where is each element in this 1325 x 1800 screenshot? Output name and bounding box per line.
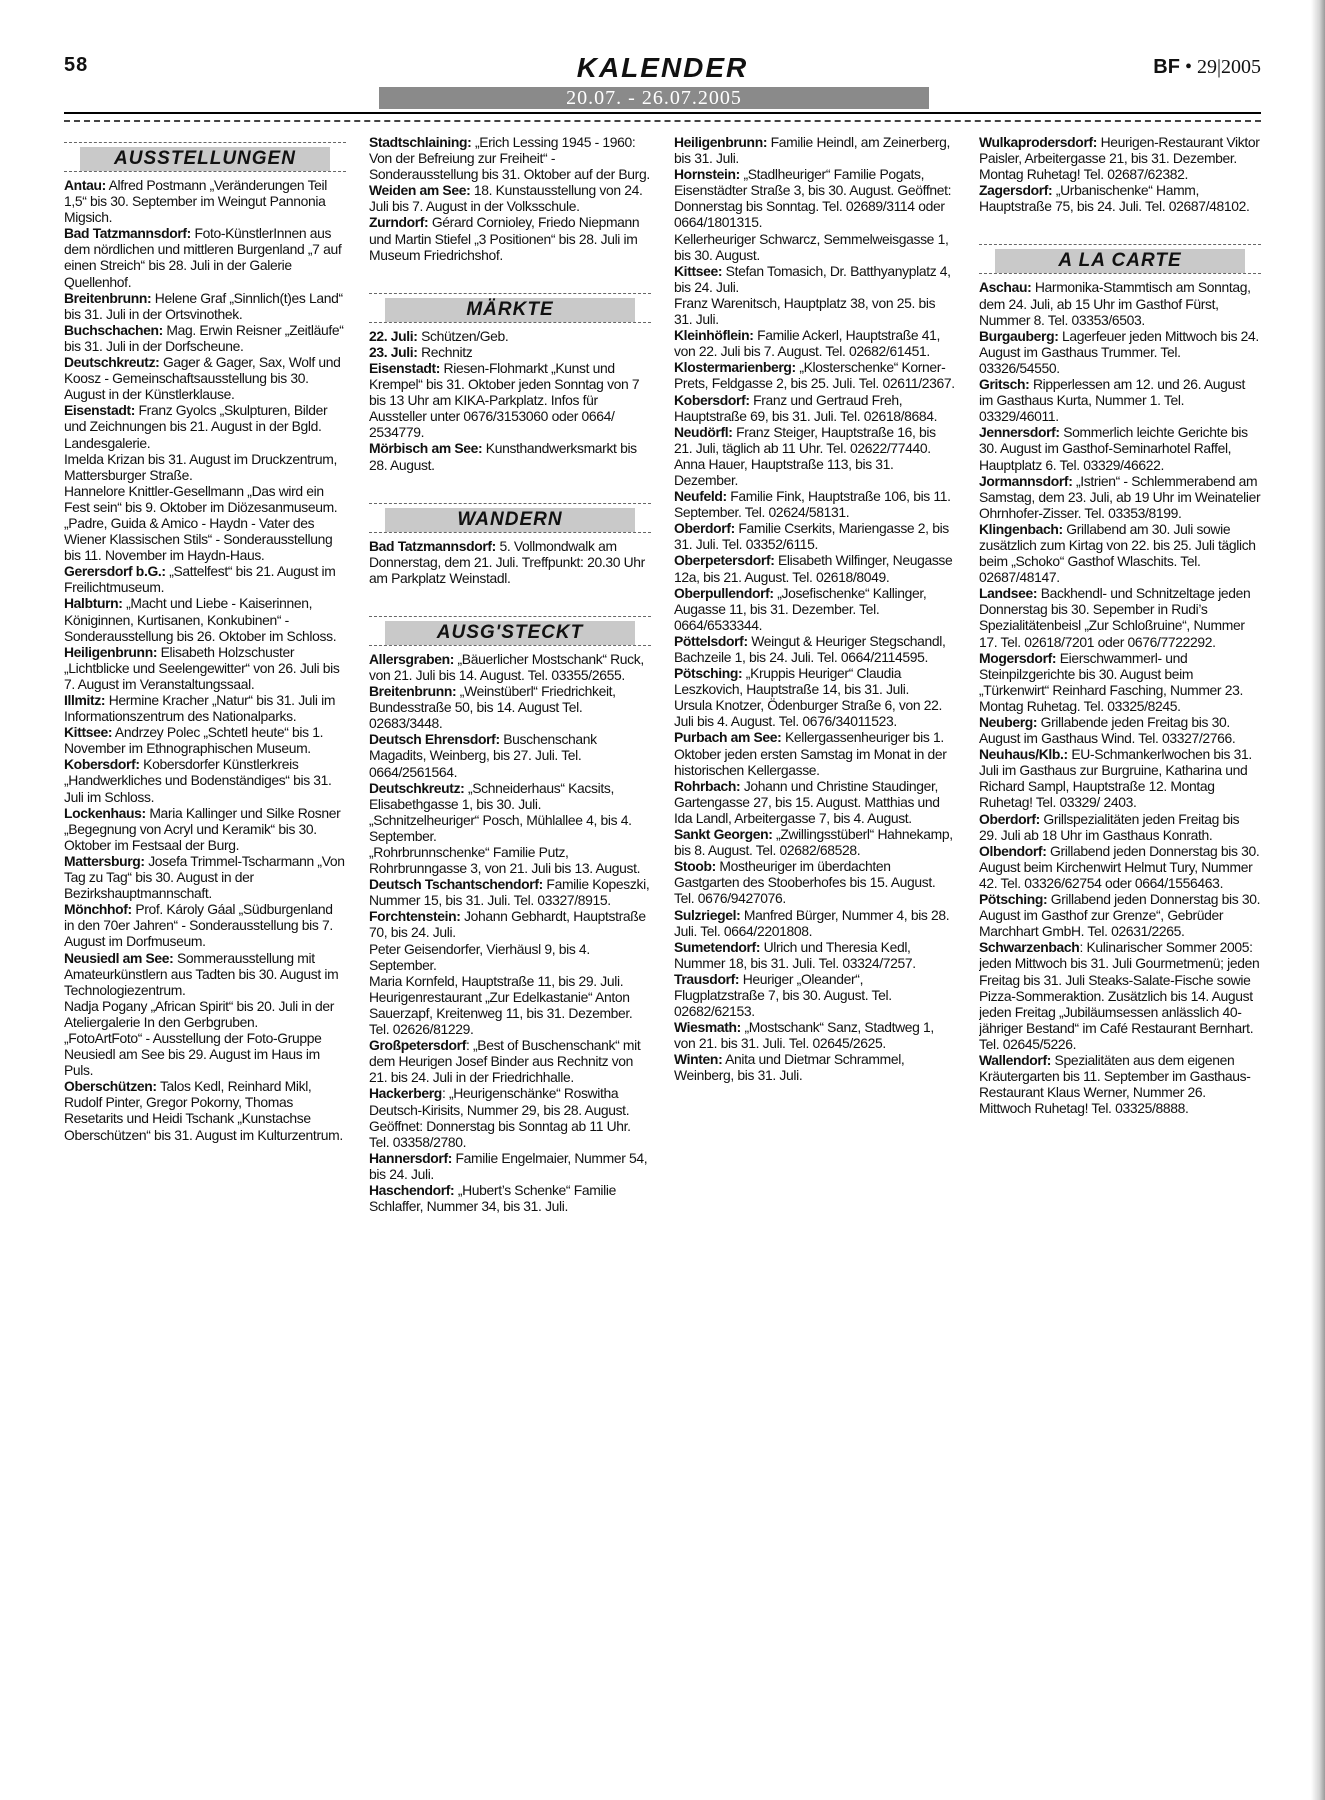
entry-text: „Zwillingsstüberl“ Hahnekamp, bis 8. August. Tel. 02682/68528.: [674, 826, 953, 859]
entry-text: Gérard Cornioley, Friedo Niepmann und Martin Stiefel „3 Positionen“ bis 28. Juli im Museum Friedrichshof.: [369, 214, 640, 263]
entry-text: Maria Kornfeld, Hauptstraße 11, bis 29. Juli.: [369, 972, 624, 989]
entry-location: Deutschkreutz:: [64, 354, 160, 371]
entry-text: Anita und Dietmar Schrammel, Weinberg, bis 31. Juli.: [674, 1051, 905, 1084]
calendar-entry: [64, 950, 346, 998]
calendar-entry: [979, 182, 1261, 214]
entry-text: Maria Kallinger und Silke Rosner „Begegnung von Acryl und Keramik“ bis 30. Oktober im Festsaal der Burg.: [64, 804, 341, 853]
entry-text: Johann und Christine Staudinger, Gartengasse 27, bis 15. August. Matthias und Ida Landl, Arbeitergasse 7, bis 4. August.: [674, 777, 940, 826]
section-spacer: [369, 473, 651, 495]
calendar-columns: [64, 134, 1261, 1734]
publication-name: BF: [1153, 56, 1180, 78]
calendar-entry: [369, 1037, 651, 1085]
calendar-entry: [64, 322, 346, 354]
entry-text: Johann Gebhardt, Hauptstraße 70, bis 24. Juli.: [369, 908, 646, 941]
entries-ausstellungen-2: [369, 134, 651, 263]
entry-location: Mogersdorf:: [979, 649, 1057, 666]
entry-text: Gager & Gager, Sax, Wolf und Koosz - Gemeinschaftsausstellung bis 30. August in der Künstlerklause.: [64, 354, 341, 403]
entry-text: „Urbanischenke“ Hamm, Hauptstraße 75, bis 24. Juli. Tel. 02687/48102.: [979, 182, 1250, 215]
entry-text: Hannelore Knittler-Gesellmann „Das wird ein Fest sein“ bis 9. Oktober im Diözesanmuseum.: [64, 482, 338, 515]
entry-text: Alfred Postmann „Veränderungen Teil 1,5“ bis 30. September im Weingut Pannonia Migsich.: [64, 177, 328, 226]
calendar-entry: [674, 456, 956, 488]
entry-text: Grillabende jeden Freitag bis 30. August im Gasthaus Wind. Tel. 03327/2766.: [979, 714, 1236, 747]
page-header: [64, 52, 1261, 112]
issue-info: [1153, 56, 1261, 79]
calendar-entry: [674, 778, 956, 826]
entry-location: Winten:: [674, 1051, 723, 1068]
entry-location: Hornstein:: [674, 166, 740, 183]
entry-text: Kunsthandwerksmarkt bis 28. August.: [369, 440, 637, 473]
entry-text: „FotoArtFoto“ - Ausstellung der Foto-Gruppe Neusiedl am See bis 29. August im Haus im Puls.: [64, 1029, 322, 1079]
entry-location: Mörbisch am See:: [369, 440, 483, 457]
entry-text: Familie Cserkits, Mariengasse 2, bis 31. Juli. Tel. 03352/6115.: [674, 520, 949, 553]
entry-text: Ursula Knotzer, Ödenburger Straße 6, von 22. Juli bis 4. August. Tel. 0676/34011523.: [674, 697, 942, 730]
calendar-entry: [369, 731, 651, 779]
entry-text: Familie Ackerl, Hauptstraße 41, von 22. Juli bis 7. August. Tel. 02682/61451.: [674, 327, 940, 360]
entry-text: Eierschwammerl- und Steinpilzgerichte bis 30. August beim „Türkenwirt“ Reinhard Fasching, Nummer 23. Montag Ruhetag. Tel. 03325/8245.: [979, 649, 1243, 714]
entries-maerkte: [369, 328, 651, 473]
entry-text: Helene Graf „Sinnlich(t)es Land“ bis 31. Juli in der Ortsvinothek.: [64, 289, 343, 322]
column-1: [64, 134, 346, 1734]
section-spacer: [369, 263, 651, 285]
entry-text: Nadja Pogany „African Spirit“ bis 20. Juli in der Ateliergalerie In den Gerbgruben.: [64, 997, 335, 1030]
section-spacer: [979, 214, 1261, 236]
entry-text: „Istrien“ - Schlemmerabend am Samstag, dem 23. Juli, ab 19 Uhr im Weinatelier Ohrnhofer-Zisser. Tel. 03353/8199.: [979, 472, 1261, 521]
calendar-entry: [674, 826, 956, 858]
entry-location: Neudörfl:: [674, 423, 733, 440]
entry-text: „Sattelfest“ bis 21. August im Freilichtmuseum.: [64, 563, 336, 596]
entry-text: Kellergassenheuriger bis 1. Oktober jeden ersten Samstag im Monat in der historischen Kellergasse.: [674, 729, 947, 778]
entry-text: „Weinstüberl“ Friedrichkeit, Bundesstraße 50, bis 14. August Tel. 02683/3448.: [369, 683, 616, 732]
section-heading-alacarte: [979, 244, 1261, 274]
entry-location: Forchtenstein:: [369, 908, 461, 925]
section-label: WANDERN: [385, 508, 635, 532]
calendar-entry: [979, 521, 1261, 585]
calendar-entry: [64, 225, 346, 289]
calendar-entry: [979, 939, 1261, 1052]
entries-ausgsteckt-2: [674, 134, 956, 1084]
calendar-entry: [369, 876, 651, 908]
entry-text: Mag. Erwin Reisner „Zeitläufe“ bis 31. Juli in der Dorfscheune.: [64, 321, 344, 354]
calendar-entry: [674, 134, 956, 166]
entry-location: Zagersdorf:: [979, 182, 1053, 199]
entry-location: Deutsch Ehrensdorf:: [369, 731, 500, 748]
entry-text: Ulrich und Theresia Kedl, Nummer 18, bis 31. Juli. Tel. 03324/7257.: [674, 938, 916, 971]
calendar-entry: [369, 1182, 651, 1214]
calendar-entry: [674, 858, 956, 906]
entry-text: : „Heurigenschänke“ Roswitha Deutsch-Kirisits, Nummer 29, bis 28. August. Geöffnet: Donnerstag bis Sonntag ab 11 Uhr. Tel. 03358/2780.: [369, 1085, 631, 1150]
entry-location: Klostermarienberg:: [674, 359, 796, 376]
calendar-entry: [369, 844, 651, 876]
calendar-entry: [64, 853, 346, 901]
calendar-entry: [64, 177, 346, 225]
entry-text: „Bäuerlicher Mostschank“ Ruck, von 21. Juli bis 14. August. Tel. 03355/2655.: [369, 650, 644, 683]
page-title: KALENDER: [576, 52, 749, 83]
calendar-entry: [674, 729, 956, 777]
calendar-entry: [64, 1030, 346, 1078]
entry-location: Oberdorf:: [979, 810, 1040, 827]
entry-text: „Erich Lessing 1945 - 1960: Von der Befreiung zur Freiheit“ - Sonderausstellung bis 31. Oktober auf der Burg.: [369, 134, 650, 183]
section-dash-top: [369, 293, 651, 294]
entry-text: „Klosterschenke“ Korner-Prets, Feldgasse 2, bis 25. Juli. Tel. 02611/2367.: [674, 359, 955, 392]
entry-text: „Schneiderhaus“ Kacsits, Elisabethgasse 1, bis 30. Juli. „Schnitzelheuriger“ Posch, Mühlallee 4, bis 4. September.: [369, 779, 632, 844]
calendar-entry: [979, 746, 1261, 810]
calendar-entry: [674, 971, 956, 1019]
calendar-entry: [64, 402, 346, 450]
entry-text: Foto-KünstlerInnen aus dem nördlichen und mittleren Burgenland „7 auf einen Streich“ bis 28. Juli in der Galerie Quellenhof.: [64, 225, 342, 290]
entry-text: Harmonika-Stammtisch am Sonntag, dem 24. Juli, ab 15 Uhr im Gasthof Fürst, Nummer 8. Tel. 03353/6503.: [979, 279, 1251, 328]
calendar-entry: [979, 376, 1261, 424]
section-label: AUSG'STECKT: [385, 621, 635, 645]
calendar-entry: [674, 327, 956, 359]
calendar-entry: [979, 843, 1261, 891]
calendar-entry: [979, 650, 1261, 714]
calendar-entry: [64, 290, 346, 322]
entry-location: Sankt Georgen:: [674, 826, 773, 843]
date-range-bar: 20.07. - 26.07.2005: [379, 87, 929, 109]
entry-location: Hannersdorf:: [369, 1149, 453, 1166]
calendar-entry: [64, 644, 346, 692]
calendar-entry: [64, 451, 346, 483]
page-number: 58: [64, 54, 89, 76]
entry-location: Buchschachen:: [64, 321, 163, 338]
header-dashed-rule: [64, 120, 1261, 122]
entry-text: 5. Vollmondwalk am Donnerstag, dem 21. Juli. Treffpunkt: 20.30 Uhr am Parkplatz Weinstadl.: [369, 537, 645, 586]
entry-text: Franz Warenitsch, Hauptplatz 38, von 25. bis 31. Juli.: [674, 294, 936, 328]
calendar-entry: [369, 214, 651, 262]
entry-location: Lockenhaus:: [64, 804, 146, 821]
calendar-entry: [369, 182, 651, 214]
section-dash-top: [64, 142, 346, 143]
entries-ausstellungen-1: [64, 177, 346, 1143]
entry-text: Heuriger „Oleander“, Flugplatzstraße 7, bis 30. August. Tel. 02682/62153.: [674, 970, 892, 1020]
entry-text: Franz und Gertraud Freh, Hauptstraße 69, bis 31. Juli. Tel. 02618/8684.: [674, 391, 938, 424]
entry-location: Stadtschlaining:: [369, 134, 472, 150]
section-dash-bottom: [369, 322, 651, 323]
entry-text: Familie Kopeszki, Nummer 15, bis 31. Juli. Tel. 03327/8915.: [369, 876, 650, 909]
entry-location: Bad Tatzmannsdorf:: [369, 537, 496, 554]
calendar-entry: [674, 166, 956, 230]
entry-location: Großpetersdorf: [369, 1037, 466, 1054]
entry-text: Franz Steiger, Hauptstraße 16, bis 21. Juli, täglich ab 11 Uhr. Tel. 02622/77440.: [674, 423, 936, 456]
calendar-entry: [369, 328, 651, 344]
entry-location: Eisenstadt:: [64, 402, 136, 419]
entry-text: Andrzey Polec „Schtetl heute“ bis 1. November im Ethnographischen Museum.: [64, 724, 324, 757]
entries-alacarte: [979, 279, 1261, 1116]
calendar-entry: [64, 724, 346, 756]
section-heading-ausstellungen: [64, 142, 346, 172]
entry-location: Oberpullendorf:: [674, 584, 774, 601]
calendar-entry: [64, 563, 346, 595]
entry-location: Heiligenbrunn:: [64, 643, 158, 660]
entry-text: Grillabend am 30. Juli sowie zusätzlich zum Kirtag von 22. bis 25. Juli täglich beim „Schoko“ Gasthof Wlaschits. Tel. 02687/48147.: [979, 520, 1256, 586]
entry-text: „Josefischenke“ Kallinger, Augasse 11, bis 31. Dezember. Tel. 0664/6533344.: [674, 584, 927, 633]
entry-text: Heurigenrestaurant „Zur Edelkastanie“ Anton Sauerzapf, Kreitenweg 11, bis 31. Dezember. Tel. 02626/81229.: [369, 988, 633, 1038]
entry-text: Lagerfeuer jeden Mittwoch bis 24. August im Gasthaus Trummer. Tel. 03326/54550.: [979, 327, 1259, 376]
entry-location: Neufeld:: [674, 488, 727, 505]
entry-text: Heurigen-Restaurant Viktor Paisler, Arbeitergasse 21, bis 31. Dezember. Montag Ruhetag! Tel. 02687/62382.: [979, 134, 1260, 183]
entry-text: EU-Schmankerlwochen bis 31. Juli im Gasthaus zur Burgruine, Katharina und Richard Sampl, Hauptstraße 12. Montag Ruhetag! Tel. 03329/ 2403.: [979, 746, 1252, 811]
entry-text: „Macht und Liebe - Kaiserinnen, Königinnen, Kurtisanen, Konkubinen“ - Sonderausstellung bis 26. Oktober im Schloss.: [64, 595, 337, 644]
entry-text: Elisabeth Wilfinger, Neugasse 12a, bis 21. August. Tel. 02618/8049.: [674, 552, 953, 585]
calendar-entry: [369, 683, 651, 731]
entry-location: Jormannsdorf:: [979, 472, 1073, 489]
entry-text: Josefa Trimmel-Tscharmann „Von Tag zu Tag“ bis 30. August in der Bezirkshauptmannschaft.: [64, 852, 345, 902]
calendar-entry: [369, 344, 651, 360]
entry-location: Jennersdorf:: [979, 424, 1060, 441]
entry-text: : Kulinarischer Sommer 2005: jeden Mittwoch bis 31. Juli Gourmetmenü; jeden Freitag bis 31. Juli Steaks-Salate-Fische sowie Pizza-Sommeraktion. Zusätzlich bis 14. August jeden Freitag „Jubiläumsessen anlässlich 40-jähriger Bestand“ im Café Restaurant Bernhart. Tel. 02645/5226.: [979, 939, 1260, 1052]
entry-location: Gerersdorf b.G.:: [64, 563, 166, 580]
entry-text: Grillspezialitäten jeden Freitag bis 29. Juli ab 18 Uhr im Gasthaus Konrath.: [979, 810, 1240, 843]
entry-location: Neusiedl am See:: [64, 949, 174, 966]
calendar-entry: [674, 392, 956, 424]
entry-location: Wulkaprodersdorf:: [979, 134, 1098, 150]
entries-ausgsteckt-1: [369, 651, 651, 1214]
entry-location: Halbturn:: [64, 595, 123, 612]
entry-location: Eisenstadt:: [369, 359, 441, 376]
calendar-entry: [674, 520, 956, 552]
calendar-entry: [64, 692, 346, 724]
entry-text: Familie Fink, Hauptstraße 106, bis 11. September. Tel. 02624/58131.: [674, 488, 951, 521]
entry-location: Olbendorf:: [979, 842, 1047, 859]
section-heading-wandern: [369, 503, 651, 533]
entry-location: Illmitz:: [64, 692, 106, 708]
calendar-entry: [979, 279, 1261, 327]
entry-location: Bad Tatzmannsdorf:: [64, 225, 191, 242]
calendar-entry: [674, 1051, 956, 1083]
entry-text: Grillabend jeden Donnerstag bis 30. August im Gasthof zur Grenze“, Gebrüder Marchhart GmbH. Tel. 02631/2265.: [979, 891, 1261, 940]
calendar-entry: [674, 585, 956, 633]
calendar-entry: [979, 585, 1261, 649]
entry-text: Kellerheuriger Schwarcz, Semmelweisgasse 1, bis 30. August.: [674, 230, 949, 263]
calendar-entry: [369, 440, 651, 472]
entry-location: Kobersdorf:: [64, 756, 140, 773]
entry-text: Hermine Kracher „Natur“ bis 31. Juli im Informationszentrum des Nationalparks.: [64, 692, 336, 725]
calendar-entry: [369, 360, 651, 440]
entry-text: Prof. Károly Gáal „Südburgenland in den 70er Jahren“ - Sonderausstellung bis 7. August im Dorfmuseum.: [64, 901, 333, 950]
calendar-entry: [64, 515, 346, 563]
column-2: [369, 134, 651, 1734]
calendar-entry: [369, 134, 651, 182]
entry-location: Neuhaus/Klb.:: [979, 746, 1068, 763]
calendar-entry: [674, 633, 956, 665]
entry-location: Sulzriegel:: [674, 906, 741, 923]
calendar-entry: [64, 483, 346, 515]
entry-location: Mattersburg:: [64, 852, 145, 869]
entry-location: Klingenbach:: [979, 520, 1063, 537]
calendar-entry: [674, 939, 956, 971]
entry-location: Allersgraben:: [369, 650, 454, 667]
entry-location: Hackerberg: [369, 1085, 442, 1102]
section-dash-top: [369, 616, 651, 617]
calendar-entry: [369, 651, 651, 683]
entry-location: Deutschkreutz:: [369, 779, 465, 796]
entry-text: Stefan Tomasich, Dr. Batthyanyplatz 4, bis 24. Juli.: [674, 262, 951, 295]
entry-location: 23. Juli:: [369, 343, 418, 360]
section-dash-bottom: [369, 532, 651, 533]
issue-separator: •: [1184, 56, 1192, 78]
calendar-entry: [674, 552, 956, 584]
entry-location: Pötsching:: [674, 665, 743, 682]
entry-text: Sommerlich leichte Gerichte bis 30. August im Gasthof-Seminarhotel Raffel, Hauptplatz 6. Tel. 03329/46622.: [979, 424, 1248, 473]
calendar-entry: [369, 1150, 651, 1182]
entry-location: Antau:: [64, 177, 106, 193]
entry-location: Oberschützen:: [64, 1078, 157, 1095]
entry-location: Aschau:: [979, 279, 1032, 296]
calendar-entry: [979, 134, 1261, 182]
entry-location: Sumetendorf:: [674, 938, 761, 955]
entry-location: Kittsee:: [674, 262, 723, 279]
entry-location: Breitenbrunn:: [369, 683, 457, 700]
entry-location: Wallendorf:: [979, 1051, 1052, 1068]
header-rule: [64, 112, 1261, 114]
calendar-entry: [674, 231, 956, 263]
calendar-entry: [369, 780, 651, 844]
entry-text: Familie Engelmaier, Nummer 54, bis 24. Juli.: [369, 1149, 648, 1182]
entry-location: Burgauberg:: [979, 327, 1059, 344]
calendar-entry: [64, 805, 346, 853]
entry-text: Backhendl- und Schnitzeltage jeden Donnerstag bis 30. Sepember in Rudi’s Spezialitätenbeisl „Zur Schloßruine“, Nummer 17. Tel. 02618/7201 oder 0676/7722292.: [979, 585, 1251, 650]
calendar-entry: [674, 359, 956, 391]
entry-location: Wiesmath:: [674, 1019, 741, 1036]
page-spine-shadow: [1311, 0, 1325, 1800]
calendar-entry: [979, 811, 1261, 843]
entry-location: Mönchhof:: [64, 901, 132, 918]
entry-location: Landsee:: [979, 585, 1038, 602]
entry-location: Breitenbrunn:: [64, 289, 152, 306]
entry-location: Stoob:: [674, 858, 716, 875]
calendar-entry: [369, 973, 651, 989]
entry-location: Schwarzenbach: [979, 939, 1080, 956]
entry-text: „Stadlheuriger“ Familie Pogats, Eisenstädter Straße 3, bis 30. August. Geöffnet: Donnerstag bis Sonntag. Tel. 02689/3114 oder 0664/1801315.: [674, 166, 952, 231]
entry-text: Grillabend jeden Donnerstag bis 30. August beim Kirchenwirt Helmut Tury, Nummer 42. Tel. 03326/62754 oder 0664/1556463.: [979, 842, 1260, 891]
entry-text: Riesen-Flohmarkt „Kunst und Krempel“ bis 31. Oktober jeden Sonntag von 7 bis 13 Uhr am KIKA-Parkplatz. Infos für Aussteller unter 0676/3153060 oder 0664/ 2534779.: [369, 359, 640, 441]
calendar-entry: [674, 488, 956, 520]
entries-wandern: [369, 538, 651, 586]
entry-text: Schützen/Geb.: [417, 327, 509, 344]
column-3: [674, 134, 956, 1734]
entry-location: Weiden am See:: [369, 182, 471, 199]
calendar-entry: [674, 1019, 956, 1051]
entry-location: Neuberg:: [979, 714, 1038, 730]
calendar-entry: [674, 665, 956, 697]
section-spacer: [369, 586, 651, 608]
calendar-entry: [369, 989, 651, 1037]
entry-text: Kobersdorfer Künstlerkreis „Handwerkliches und Bodenständiges“ bis 31. Juli im Schloss.: [64, 756, 332, 805]
calendar-entry: [64, 595, 346, 643]
entry-location: Oberdorf:: [674, 520, 735, 537]
entry-text: Weingut & Heuriger Stegschandl, Bachzeile 1, bis 24. Juli. Tel. 0664/2114595.: [674, 632, 946, 665]
entry-location: Haschendorf:: [369, 1181, 455, 1198]
entry-location: Kittsee:: [64, 724, 113, 741]
entry-text: Franz Gyolcs „Skulpturen, Bilder und Zeichnungen bis 21. August in der Bgld. Landesgalerie.: [64, 402, 328, 451]
section-label: AUSSTELLUNGEN: [80, 147, 330, 171]
entry-text: Ripperlessen am 12. und 26. August im Gasthaus Kurta, Nummer 1. Tel. 03329/46011.: [979, 376, 1246, 425]
section-dash-top: [979, 244, 1261, 245]
calendar-entry: [674, 263, 956, 295]
entry-text: 18. Kunstausstellung von 24. Juli bis 7. August in der Volksschule.: [369, 182, 643, 215]
entry-text: Manfred Bürger, Nummer 4, bis 28. Juli. Tel. 0664/2201808.: [674, 906, 950, 939]
calendar-entry: [674, 697, 956, 729]
entry-location: Purbach am See:: [674, 729, 782, 746]
entry-location: Zurndorf:: [369, 214, 429, 231]
section-dash-top: [369, 503, 651, 504]
calendar-entry: [979, 473, 1261, 521]
entry-text: „Rohrbrunnschenke“ Familie Putz, Rohrbrunngasse 3, von 21. Juli bis 13. August.: [369, 844, 641, 877]
entry-location: Oberpetersdorf:: [674, 552, 775, 569]
entry-text: Imelda Krizan bis 31. August im Druckzentrum, Mattersburger Straße.: [64, 450, 337, 483]
calendar-entry: [979, 328, 1261, 376]
calendar-entry: [64, 901, 346, 949]
entry-text: „Mostschank“ Sanz, Stadtweg 1, von 21. bis 31. Juli. Tel. 02645/2625.: [674, 1019, 934, 1052]
entry-text: Sommerausstellung mit Amateurkünstlern aus Tadten bis 30. August im Technologiezentrum.: [64, 949, 339, 998]
entry-text: Anna Hauer, Hauptstraße 113, bis 31. Dezember.: [674, 455, 894, 488]
entry-location: Gritsch:: [979, 376, 1030, 393]
calendar-entry: [64, 998, 346, 1030]
entry-location: Kleinhöflein:: [674, 327, 754, 344]
entry-text: : „Best of Buschenschank“ mit dem Heurigen Josef Binder aus Rechnitz von 21. bis 24. Juli in der Friedrichhalle.: [369, 1037, 641, 1086]
section-heading-maerkte: [369, 293, 651, 323]
calendar-entry: [674, 424, 956, 456]
entry-text: Buschenschank Magadits, Weinberg, bis 27. Juli. Tel. 0664/2561564.: [369, 731, 597, 780]
entry-location: Kobersdorf:: [674, 391, 750, 408]
calendar-entry: [369, 908, 651, 940]
calendar-entry: [369, 538, 651, 586]
calendar-entry: [979, 1052, 1261, 1116]
entry-location: 22. Juli:: [369, 327, 418, 344]
column-4: [979, 134, 1261, 1734]
calendar-entry: [64, 756, 346, 804]
entry-text: Talos Kedl, Reinhard Mikl, Rudolf Pinter, Gregor Pokorny, Thomas Resetarits und Heidi Tschank „Kunstachse Oberschützen“ bis 31. August im Kulturzentrum.: [64, 1078, 343, 1143]
entry-location: Heiligenbrunn:: [674, 134, 768, 150]
section-label: A LA CARTE: [995, 249, 1245, 273]
entry-text: „Padre, Guida & Amico - Haydn - Vater des Wiener Klassischen Stils“ - Sonderausstellung bis 11. November im Haydn-Haus.: [64, 514, 333, 564]
entry-text: „Hubert’s Schenke“ Familie Schlaffer, Nummer 34, bis 31. Juli.: [369, 1181, 617, 1215]
entry-text: Peter Geisendorfer, Vierhäusl 9, bis 4. September.: [369, 940, 590, 973]
calendar-entry: [369, 1085, 651, 1149]
calendar-entry: [979, 424, 1261, 472]
entries-ausgsteckt-3: [979, 134, 1261, 214]
entry-text: Rechnitz: [417, 343, 473, 360]
entry-text: „Kruppis Heuriger“ Claudia Leszkovich, Hauptstraße 14, bis 31. Juli.: [674, 665, 910, 698]
entry-location: Deutsch Tschantschendorf:: [369, 876, 543, 893]
entry-text: Spezialitäten aus dem eigenen Kräutergarten bis 11. September im Gasthaus-Restaurant Klaus Werner, Nummer 26. Mittwoch Ruhetag! Tel. 03325/8888.: [979, 1051, 1251, 1117]
section-dash-bottom: [369, 645, 651, 646]
entry-location: Rohrbach:: [674, 777, 741, 794]
calendar-entry: [674, 295, 956, 327]
calendar-entry: [369, 941, 651, 973]
entry-location: Pöttelsdorf:: [674, 632, 748, 649]
section-dash-bottom: [64, 171, 346, 172]
issue-number: 29|2005: [1196, 56, 1261, 78]
entry-text: Familie Heindl, am Zeinerberg, bis 31. Juli.: [674, 134, 951, 167]
section-label: MÄRKTE: [385, 298, 635, 322]
calendar-entry: [979, 714, 1261, 746]
calendar-entry: [64, 354, 346, 402]
entry-text: Elisabeth Holzschuster „Lichtblicke und Seelengewitter“ von 26. Juli bis 7. August im Veranstaltungssaal.: [64, 643, 340, 692]
section-heading-ausgsteckt: [369, 616, 651, 646]
entry-location: Pötsching:: [979, 891, 1048, 908]
calendar-entry: [674, 907, 956, 939]
section-dash-bottom: [979, 273, 1261, 274]
calendar-entry: [64, 1078, 346, 1142]
calendar-entry: [979, 891, 1261, 939]
entry-text: Mostheuriger im überdachten Gastgarten des Stooberhofes bis 15. August. Tel. 0676/9427076.: [674, 858, 936, 907]
entry-location: Trausdorf:: [674, 970, 740, 987]
